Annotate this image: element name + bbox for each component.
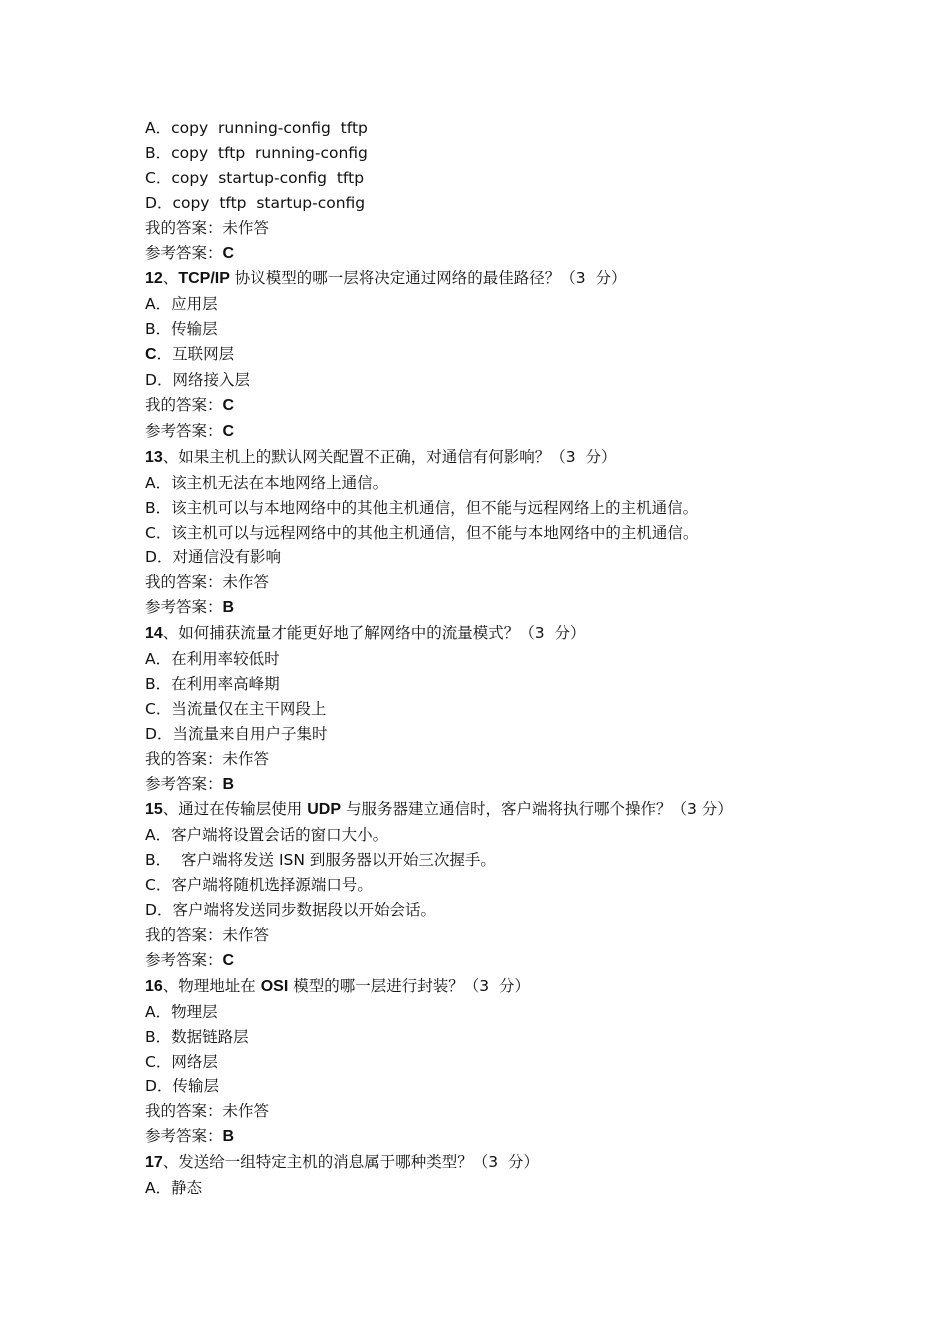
option-line — [145, 722, 805, 747]
option-line — [145, 496, 805, 521]
option-separator: ． — [155, 1027, 172, 1046]
option-letter: A — [145, 119, 156, 137]
option-letter: A — [145, 650, 156, 669]
option-separator: ． — [155, 320, 172, 339]
option-text: 静态 — [171, 1179, 203, 1198]
option-letter: B — [145, 674, 156, 693]
option-separator: ． — [155, 826, 172, 845]
option-line — [145, 647, 805, 672]
question-line — [145, 1150, 805, 1176]
option-line — [145, 116, 805, 141]
answer-label: 参考答案： — [145, 598, 223, 617]
option-letter: D — [145, 724, 157, 743]
option-separator: ． — [155, 1179, 172, 1198]
question-text: UDP — [307, 801, 342, 819]
option-text: 在利用率高峰期 — [171, 674, 280, 693]
answer-value: B — [222, 775, 235, 793]
question-number: 13 — [145, 448, 163, 466]
question-number: 17 — [145, 1154, 163, 1172]
option-line — [145, 191, 805, 216]
option-line — [145, 141, 805, 166]
option-letter: D — [145, 193, 157, 212]
question-text: TCP/IP — [178, 270, 230, 288]
answer-line — [145, 419, 805, 445]
option-letter: C — [145, 1052, 156, 1071]
option-text: 客户端将设置会话的窗口大小。 — [171, 826, 389, 845]
option-letter: C — [145, 876, 156, 895]
question-text: 、物理地址在 — [162, 976, 261, 995]
answer-value: C — [222, 396, 235, 414]
question-line — [145, 974, 805, 1000]
option-text: 客户端将发送 ISN 到服务器以开始三次握手。 — [171, 851, 496, 870]
option-text: 数据链路层 — [171, 1027, 249, 1046]
answer-value: C — [222, 422, 235, 440]
option-text: copy tftp running-config — [171, 143, 368, 162]
option-separator: ． — [155, 143, 172, 162]
answer-line — [145, 747, 805, 772]
answer-label: 我的答案： — [145, 573, 223, 592]
option-letter: A — [145, 473, 156, 492]
answer-label: 参考答案： — [145, 774, 223, 793]
option-letter: D — [145, 548, 157, 567]
option-text: 该主机可以与远程网络中的其他主机通信，但不能与本地网络中的主机通信。 — [171, 523, 699, 542]
option-line — [145, 1176, 805, 1201]
option-separator: ． — [155, 295, 172, 314]
answer-line — [145, 923, 805, 948]
question-text: 、 — [162, 269, 179, 288]
option-separator: ． — [155, 876, 172, 895]
option-letter: D — [145, 901, 157, 920]
option-separator: ． — [155, 473, 172, 492]
option-separator: ． — [156, 901, 173, 920]
answer-line — [145, 216, 805, 241]
answer-label: 我的答案： — [145, 926, 223, 944]
option-line — [145, 873, 805, 898]
question-number: 12 — [145, 270, 163, 288]
option-letter: C — [145, 168, 156, 187]
option-text: 物理层 — [171, 1002, 218, 1021]
option-letter: A — [145, 1002, 156, 1021]
option-line — [145, 292, 805, 317]
option-letter: C — [145, 523, 156, 542]
option-separator: ． — [155, 119, 172, 137]
question-line — [145, 266, 805, 292]
option-line — [145, 317, 805, 342]
option-letter: C — [145, 346, 157, 364]
answer-label: 我的答案： — [145, 218, 223, 237]
option-letter: B — [145, 1027, 156, 1046]
option-separator: ． — [155, 699, 172, 718]
option-text: 网络层 — [171, 1052, 218, 1071]
answer-line — [145, 393, 805, 419]
option-letter: C — [145, 699, 156, 718]
question-text: 与服务器建立通信时，客户端将执行哪个操作？（3 分） — [341, 800, 733, 819]
option-separator: ． — [155, 1002, 172, 1021]
option-separator: ． — [155, 851, 172, 870]
option-separator: ． — [155, 523, 172, 542]
question-line — [145, 445, 805, 471]
option-line — [145, 697, 805, 722]
option-separator: ． — [156, 724, 173, 743]
question-number: 14 — [145, 625, 163, 643]
answer-line — [145, 570, 805, 595]
option-letter: D — [145, 371, 157, 390]
answer-label: 参考答案： — [145, 421, 223, 440]
answer-value: 未作答 — [222, 573, 270, 592]
option-text: 互联网层 — [172, 345, 235, 364]
option-line — [145, 848, 805, 873]
option-line — [145, 823, 805, 848]
answer-label: 我的答案： — [145, 749, 223, 768]
question-text: 模型的哪一层进行封装？（3 分） — [288, 976, 530, 995]
option-separator: ． — [155, 168, 172, 187]
option-letter: B — [145, 320, 156, 339]
option-separator: ． — [155, 650, 172, 669]
option-text: 客户端将随机选择源端口号。 — [171, 876, 373, 895]
option-separator: ． — [155, 674, 172, 693]
answer-value: B — [222, 1128, 235, 1146]
option-text: 传输层 — [172, 1077, 219, 1096]
question-line — [145, 797, 805, 823]
option-separator: ． — [155, 1052, 172, 1071]
answer-value: 未作答 — [222, 1102, 270, 1121]
option-text: 网络接入层 — [172, 371, 250, 390]
option-separator: ． — [156, 371, 173, 390]
option-letter: D — [145, 1077, 157, 1096]
option-letter: B — [145, 851, 156, 870]
answer-line — [145, 241, 805, 267]
option-text: 在利用率较低时 — [171, 650, 280, 669]
option-text: copy running-config tftp — [171, 119, 368, 137]
answer-value: 未作答 — [222, 218, 270, 237]
question-line — [145, 621, 805, 647]
option-separator: ． — [156, 1077, 173, 1096]
answer-line — [145, 1124, 805, 1150]
option-line — [145, 545, 805, 570]
option-text: 传输层 — [171, 320, 218, 339]
answer-line — [145, 772, 805, 798]
question-text: 、如果主机上的默认网关配置不正确，对通信有何影响？（3 分） — [162, 447, 617, 466]
answer-label: 我的答案： — [145, 395, 223, 414]
question-text: 、发送给一组特定主机的消息属于哪种类型？（3 分） — [162, 1153, 540, 1172]
answer-value: 未作答 — [222, 926, 270, 944]
option-separator: ． — [156, 548, 173, 567]
answer-label: 参考答案： — [145, 1127, 223, 1146]
option-text: 当流量来自用户子集时 — [172, 724, 328, 743]
answer-label: 参考答案： — [145, 950, 223, 969]
answer-line — [145, 1099, 805, 1124]
question-text: 、如何捕获流量才能更好地了解网络中的流量模式？（3 分） — [162, 624, 586, 643]
option-line — [145, 1050, 805, 1075]
question-number: 15 — [145, 801, 163, 819]
option-text: 当流量仅在主干网段上 — [171, 699, 327, 718]
option-text: copy startup-config tftp — [171, 168, 365, 187]
option-line — [145, 1074, 805, 1099]
answer-line — [145, 948, 805, 974]
option-line — [145, 166, 805, 191]
option-line — [145, 342, 805, 368]
option-line — [145, 1000, 805, 1025]
option-text: copy tftp startup-config — [172, 193, 366, 212]
option-line — [145, 672, 805, 697]
answer-value: C — [222, 951, 235, 969]
answer-value: 未作答 — [222, 749, 270, 768]
question-text: 协议模型的哪一层将决定通过网络的最佳路径？（3 分） — [229, 269, 627, 288]
option-letter: B — [145, 143, 156, 162]
option-separator: ． — [156, 193, 173, 212]
option-letter: A — [145, 826, 156, 845]
document-body — [145, 116, 805, 1201]
answer-label: 参考答案： — [145, 243, 223, 262]
option-text: 对通信没有影响 — [172, 548, 281, 567]
option-text: 客户端将发送同步数据段以开始会话。 — [172, 901, 436, 920]
answer-line — [145, 595, 805, 621]
option-separator: ． — [155, 498, 172, 517]
answer-value: C — [222, 244, 235, 262]
option-letter: A — [145, 1179, 156, 1198]
option-line — [145, 521, 805, 546]
answer-label: 我的答案： — [145, 1102, 223, 1121]
option-text: 该主机可以与本地网络中的其他主机通信，但不能与远程网络上的主机通信。 — [171, 498, 699, 517]
question-text: 、通过在传输层使用 — [162, 800, 308, 819]
option-text: 应用层 — [171, 295, 218, 314]
option-line — [145, 1025, 805, 1050]
question-text: OSI — [260, 977, 289, 995]
option-line — [145, 898, 805, 923]
answer-value: B — [222, 599, 235, 617]
option-letter: A — [145, 295, 156, 314]
option-text: 该主机无法在本地网络上通信。 — [171, 473, 389, 492]
option-line — [145, 368, 805, 393]
option-separator: ． — [156, 345, 173, 364]
question-number: 16 — [145, 977, 163, 995]
option-letter: B — [145, 498, 156, 517]
option-line — [145, 471, 805, 496]
